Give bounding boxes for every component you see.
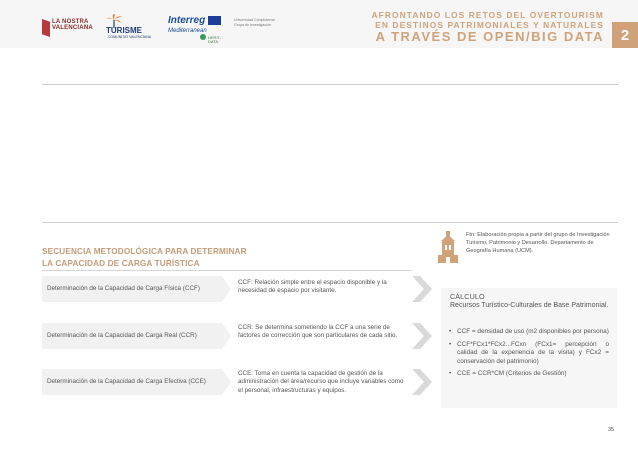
step-ccf: Determinación de la Capacidad de Carga Física (CCF) [42,276,222,302]
header-band [0,0,638,48]
chapter-badge: 2 [612,22,638,48]
divider-middle [42,222,618,223]
heritage-logo: HERIT-DATA [200,34,230,44]
calculation-list [449,328,609,383]
ucm-logo: Universidad Complutense Grupo de Investigación [234,18,276,27]
list-item: • CCE = CCR*CM (Criterios de Gestión) [449,370,567,378]
step-cce: Determinación de la Capacidad de Carga Efectiva (CCE) [42,369,222,395]
section-title: SECUENCIA METODOLÓGICA PARA DETERMINAR LA CAPACIDAD DE CARGA TURÍSTICA [42,247,247,268]
arrow-right-icon [412,369,432,395]
eu-flag-icon [208,16,221,25]
step-desc-ccf: CCF: Relación simple entre el espacio disponible y la necesidad de espacio por visitante. [238,279,387,295]
list-item: • CCF = densidad de uso (m2 disponibles por persona) [449,328,609,335]
step-ccr: Determinación de la Capacidad de Carga Real (CCR) [42,323,222,349]
step-arrow-ccr [222,323,231,349]
divider-top [42,84,618,85]
monument-icon [436,231,460,263]
section-underline [42,270,412,271]
turisme-logo: TURISME COMUNITAT VALENCIANA [100,14,156,42]
arrow-right-icon [412,323,432,349]
arrow-right-icon [412,276,432,302]
interreg-logo: Interreg Mediterranean [168,16,228,44]
report-title: AFRONTANDO LOS RETOS DEL OVERTOURISM EN DESTINOS PATRIMONIALES Y NATURALES A TRAVÉS DE OPEN/BIG DATA [371,10,604,44]
partner-logos [42,14,302,44]
source-note: Ftn: Elaboración propia a partir del grupo de Investigación Turismo, Patrimonio y Desarrollo. Departamento de Geografía Humana (UCM). [466,232,610,255]
step-arrow-ccf [222,276,231,302]
valencia-logo: LA NOSTRA VALENCIANA [42,17,88,39]
step-desc-cce: CCE: Toma en cuenta la capacidad de gestión de la administración del área/recurso que incluye variables como el personal, infraestructuras y equipos. [238,370,404,394]
calculation-subtitle: Recursos Turístico-Culturales de Base Patrimonial. [450,302,609,309]
list-item: • CCF*FCx1*FCx2...FCxn (FCx1= percepción o calidad de la experiencia de la visita) y FCx2 = conservación del patrimonio) [449,340,609,365]
step-arrow-cce [222,369,231,395]
calculation-title: CÁLCULO [450,292,485,301]
page-number: 35 [608,427,615,433]
step-desc-ccr: CCR: Se determina sometiendo la CCF a una serie de factores de corrección que son particulares de cada sitio. [238,324,398,340]
